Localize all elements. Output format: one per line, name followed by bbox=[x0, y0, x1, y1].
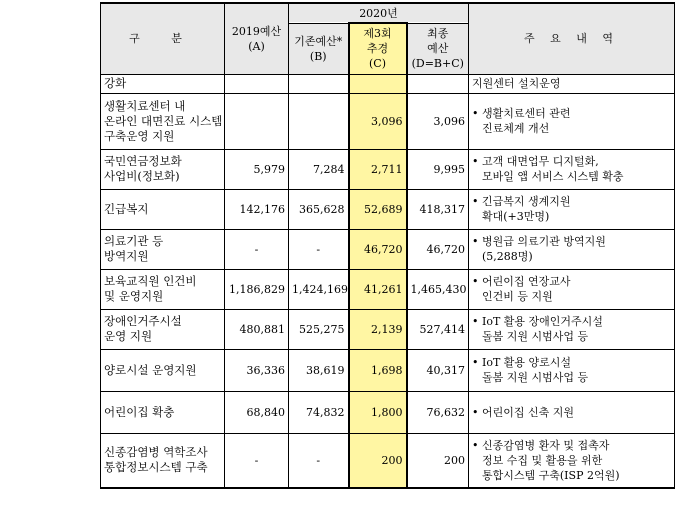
row-label-line: 신종감염병 역학조사 bbox=[104, 445, 208, 460]
supplementary-budget-cell: 200 bbox=[349, 433, 407, 488]
supplementary-budget-cell: 46,720 bbox=[349, 229, 407, 269]
table-row bbox=[101, 433, 675, 488]
row-label bbox=[101, 433, 225, 488]
row-description bbox=[469, 93, 675, 149]
supplementary-budget-cell: 52,689 bbox=[349, 189, 407, 229]
budget-2019-cell: 68,840 bbox=[225, 391, 289, 433]
table-row bbox=[101, 391, 675, 433]
budget-2019-cell: 5,979 bbox=[225, 149, 289, 189]
row-description-line: • IoT 활용 장애인거주시설 bbox=[472, 315, 603, 328]
final-budget-cell: 46,720 bbox=[407, 229, 469, 269]
row-description bbox=[469, 433, 675, 488]
final-budget-cell: 200 bbox=[407, 433, 469, 488]
table-row bbox=[101, 349, 675, 391]
row-label-line: 장애인거주시설 bbox=[104, 314, 182, 328]
existing-budget-cell: - bbox=[289, 229, 349, 269]
row-label-line: 방역지원 bbox=[104, 249, 149, 263]
existing-budget-cell: - bbox=[289, 433, 349, 488]
existing-budget-cell bbox=[289, 93, 349, 149]
row-description-line: • 생활치료센터 관련 bbox=[472, 107, 571, 120]
row-description-line: 확대(+3만명) bbox=[482, 210, 550, 223]
budget-2019-cell: - bbox=[225, 433, 289, 488]
header-supplementary-budget: 제3회 추경 (C) bbox=[349, 23, 407, 74]
row-description bbox=[469, 74, 675, 93]
supplementary-budget-cell: 41,261 bbox=[349, 269, 407, 309]
budget-2019-cell: 480,881 bbox=[225, 309, 289, 349]
table-row bbox=[101, 149, 675, 189]
row-description-line: 돌봄 지원 시범사업 등 bbox=[482, 371, 589, 384]
budget-2019-cell: 1,186,829 bbox=[225, 269, 289, 309]
row-label bbox=[101, 93, 225, 149]
row-label bbox=[101, 74, 225, 93]
row-label-line: 어린이집 확충 bbox=[104, 404, 175, 419]
row-label-line: 통합정보시스템 구축 bbox=[104, 460, 208, 475]
table-row bbox=[101, 189, 675, 229]
row-description bbox=[469, 229, 675, 269]
final-budget-cell: 1,465,430 bbox=[407, 269, 469, 309]
row-label bbox=[101, 269, 225, 309]
supplementary-budget-cell: 1,800 bbox=[349, 391, 407, 433]
existing-budget-cell bbox=[289, 74, 349, 93]
supplementary-budget-cell: 3,096 bbox=[349, 93, 407, 149]
budget-2019-cell bbox=[225, 74, 289, 93]
budget-2019-cell bbox=[225, 93, 289, 149]
row-description-line: 진료체계 개선 bbox=[482, 122, 550, 135]
row-label-line: 의료기관 등 bbox=[104, 234, 164, 248]
row-label-line: 생활치료센터 내 bbox=[104, 98, 186, 113]
row-label-line: 보육교직원 인건비 bbox=[104, 274, 197, 288]
row-description-line: • 어린이집 연장교사 bbox=[472, 275, 571, 288]
row-description-line: • 신종감염병 환자 및 접촉자 bbox=[472, 438, 610, 452]
row-label-line: 운영 지원 bbox=[104, 329, 153, 343]
budget-table-container bbox=[100, 2, 674, 489]
header-existing-budget: 기존예산* (B) bbox=[289, 23, 349, 74]
row-description bbox=[469, 149, 675, 189]
header-main-details: 주 요 내 역 bbox=[469, 3, 675, 74]
final-budget-cell: 418,317 bbox=[407, 189, 469, 229]
row-label bbox=[101, 309, 225, 349]
supplementary-budget-cell: 2,711 bbox=[349, 149, 407, 189]
row-label bbox=[101, 149, 225, 189]
row-label-line: 양로시설 운영지원 bbox=[104, 362, 197, 377]
row-description-line: (5,288명) bbox=[482, 250, 533, 263]
row-description-line: 인건비 등 지원 bbox=[482, 290, 553, 303]
row-label bbox=[101, 229, 225, 269]
row-label-line: 온라인 대면진료 시스템 bbox=[104, 113, 223, 128]
row-label bbox=[101, 189, 225, 229]
row-label bbox=[101, 349, 225, 391]
row-description-line: • 고객 대면업무 디지털화, bbox=[472, 155, 599, 168]
budget-table bbox=[100, 2, 675, 489]
table-row bbox=[101, 74, 675, 93]
budget-2019-cell: 36,336 bbox=[225, 349, 289, 391]
supplementary-budget-cell bbox=[349, 74, 407, 93]
final-budget-cell: 9,995 bbox=[407, 149, 469, 189]
row-description-line: • IoT 활용 양로시설 bbox=[472, 356, 572, 369]
header-final-budget: 최종 예산 (D=B+C) bbox=[407, 23, 469, 74]
final-budget-cell: 40,317 bbox=[407, 349, 469, 391]
header-category: 구 분 bbox=[101, 3, 225, 74]
row-description bbox=[469, 309, 675, 349]
row-description-line: 모바일 앱 서비스 시스템 확충 bbox=[482, 170, 624, 183]
existing-budget-cell: 365,628 bbox=[289, 189, 349, 229]
existing-budget-cell: 1,424,169 bbox=[289, 269, 349, 309]
existing-budget-cell: 74,832 bbox=[289, 391, 349, 433]
row-description bbox=[469, 269, 675, 309]
row-label bbox=[101, 391, 225, 433]
row-description-line: 지원센터 설치운영 bbox=[472, 77, 561, 90]
table-header bbox=[101, 3, 675, 74]
final-budget-cell: 76,632 bbox=[407, 391, 469, 433]
supplementary-budget-cell: 2,139 bbox=[349, 309, 407, 349]
existing-budget-cell: 7,284 bbox=[289, 149, 349, 189]
budget-2019-cell: - bbox=[225, 229, 289, 269]
final-budget-cell: 527,414 bbox=[407, 309, 469, 349]
row-label-line: 긴급복지 bbox=[104, 201, 149, 216]
table-row bbox=[101, 93, 675, 149]
row-description bbox=[469, 349, 675, 391]
row-label-line: 강화 bbox=[104, 76, 127, 90]
existing-budget-cell: 38,619 bbox=[289, 349, 349, 391]
row-description-line: 정보 수집 및 활용을 위한 bbox=[482, 453, 603, 467]
row-description-line: 통합시스템 구축(ISP 2억원) bbox=[482, 468, 620, 482]
table-row bbox=[101, 229, 675, 269]
budget-2019-cell: 142,176 bbox=[225, 189, 289, 229]
table-row bbox=[101, 309, 675, 349]
row-description-line: 돌봄 지원 시범사업 등 bbox=[482, 330, 589, 343]
final-budget-cell bbox=[407, 74, 469, 93]
final-budget-cell: 3,096 bbox=[407, 93, 469, 149]
row-label-line: 국민연금정보화 bbox=[104, 154, 182, 168]
row-description bbox=[469, 189, 675, 229]
row-label-line: 구축운영 지원 bbox=[104, 128, 175, 143]
table-body bbox=[101, 74, 675, 488]
table-row bbox=[101, 269, 675, 309]
row-label-line: 사업비(정보화) bbox=[104, 169, 180, 183]
row-description bbox=[469, 391, 675, 433]
row-label-line: 및 운영지원 bbox=[104, 289, 164, 303]
header-2020-group: 2020년 bbox=[289, 3, 469, 23]
row-description-line: • 어린이집 신축 지원 bbox=[472, 405, 575, 419]
header-2019-budget: 2019예산 (A) bbox=[225, 3, 289, 74]
row-description-line: • 긴급복지 생계지원 bbox=[472, 195, 571, 208]
row-description-line: • 병원급 의료기관 방역지원 bbox=[472, 235, 606, 248]
supplementary-budget-cell: 1,698 bbox=[349, 349, 407, 391]
existing-budget-cell: 525,275 bbox=[289, 309, 349, 349]
